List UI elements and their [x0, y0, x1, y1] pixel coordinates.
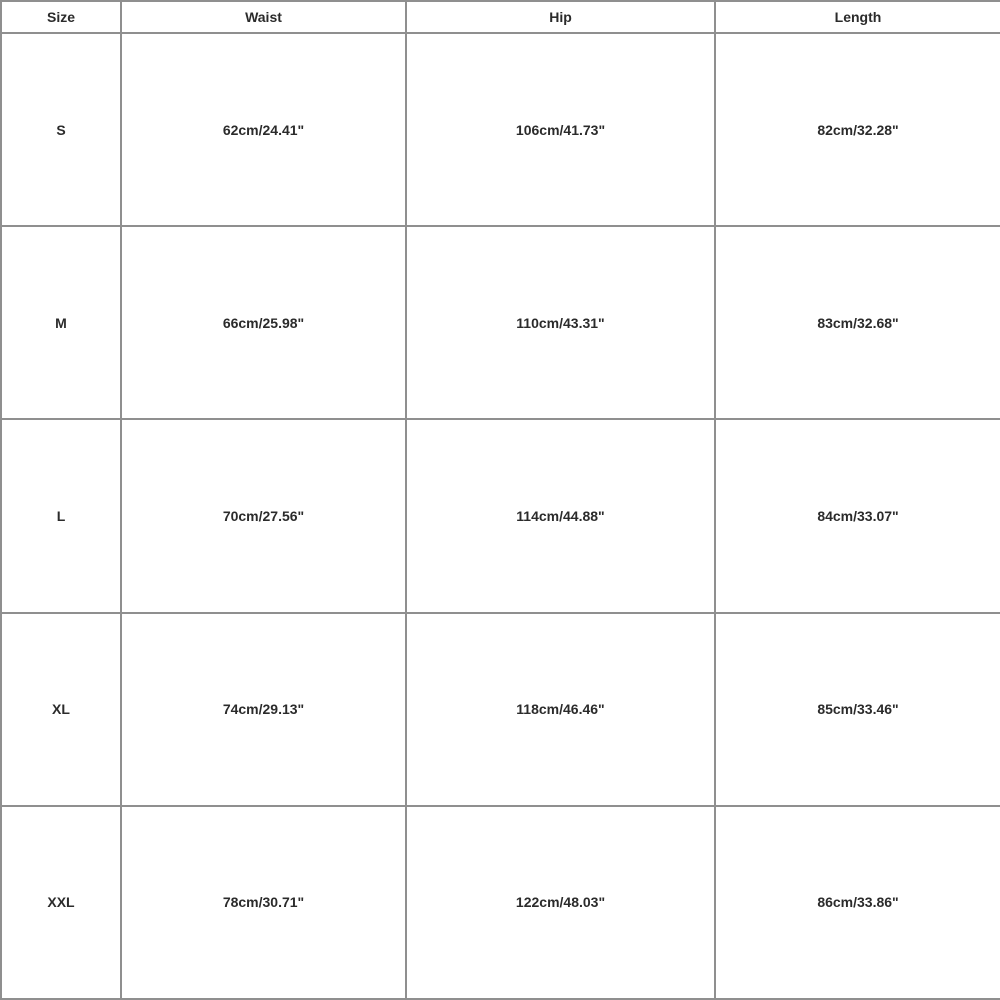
cell-hip: 118cm/46.46": [406, 613, 715, 806]
header-hip: Hip: [406, 1, 715, 33]
header-length: Length: [715, 1, 1000, 33]
cell-waist: 78cm/30.71": [121, 806, 406, 999]
cell-size: XL: [1, 613, 121, 806]
table-row: [1, 226, 1000, 419]
cell-waist: 74cm/29.13": [121, 613, 406, 806]
cell-size: M: [1, 226, 121, 419]
header-row: [1, 1, 1000, 33]
cell-hip: 114cm/44.88": [406, 419, 715, 612]
cell-length: 85cm/33.46": [715, 613, 1000, 806]
cell-size: S: [1, 33, 121, 226]
cell-size: XXL: [1, 806, 121, 999]
cell-size: L: [1, 419, 121, 612]
cell-hip: 106cm/41.73": [406, 33, 715, 226]
cell-waist: 62cm/24.41": [121, 33, 406, 226]
cell-waist: 66cm/25.98": [121, 226, 406, 419]
header-waist: Waist: [121, 1, 406, 33]
cell-hip: 122cm/48.03": [406, 806, 715, 999]
cell-waist: 70cm/27.56": [121, 419, 406, 612]
cell-hip: 110cm/43.31": [406, 226, 715, 419]
cell-length: 86cm/33.86": [715, 806, 1000, 999]
cell-length: 82cm/32.28": [715, 33, 1000, 226]
header-size: Size: [1, 1, 121, 33]
table-row: [1, 33, 1000, 226]
cell-length: 84cm/33.07": [715, 419, 1000, 612]
table-row: [1, 419, 1000, 612]
cell-length: 83cm/32.68": [715, 226, 1000, 419]
table-row: [1, 613, 1000, 806]
table-row: [1, 806, 1000, 999]
